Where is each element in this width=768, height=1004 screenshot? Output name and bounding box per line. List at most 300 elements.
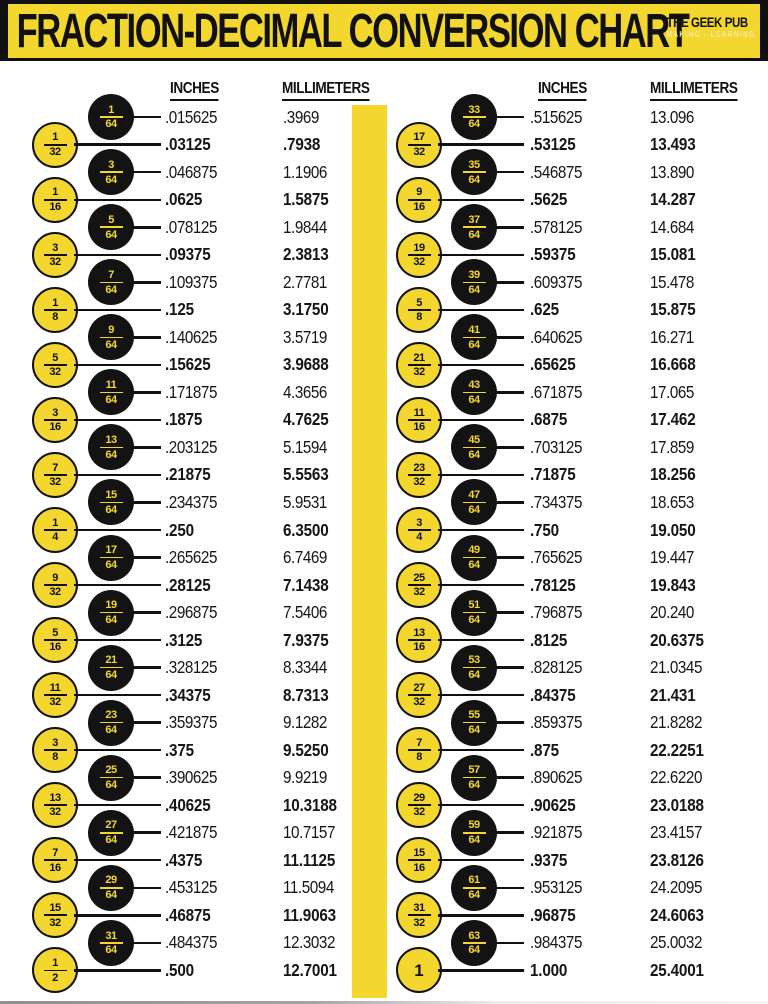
millimeters-value: 15.478	[650, 271, 694, 292]
fraction-badge	[88, 94, 134, 140]
fraction-denominator: 64	[105, 173, 117, 186]
millimeters-value: 7.1438	[283, 574, 329, 595]
fraction-badge	[32, 947, 78, 993]
inches-value: 1.000	[530, 959, 568, 980]
fraction-badge	[88, 865, 134, 911]
inches-value: .390625	[165, 767, 217, 788]
millimeters-value: 15.081	[650, 244, 696, 265]
fraction-numerator: 11	[105, 379, 117, 392]
fraction-denominator: 32	[413, 146, 425, 159]
fraction-denominator: 8	[52, 751, 58, 764]
millimeters-value: 4.7625	[283, 409, 329, 430]
millimeters-value: 7.5406	[283, 602, 327, 623]
connector-line	[131, 942, 161, 945]
inches-value: .265625	[165, 547, 217, 568]
connector-line	[438, 694, 524, 697]
millimeters-value: 22.2251	[650, 739, 704, 760]
fraction-denominator: 64	[105, 503, 117, 516]
fraction-numerator: 5	[52, 626, 58, 639]
millimeters-value: 20.240	[650, 602, 694, 623]
connector-line	[438, 529, 524, 532]
millimeters-value: 19.843	[650, 574, 696, 595]
fraction-numerator: 57	[468, 764, 480, 777]
fraction-denominator: 2	[52, 971, 58, 984]
fraction-denominator: 32	[49, 256, 61, 269]
fraction-numerator: 21	[413, 351, 425, 364]
millimeters-value: 24.2095	[650, 877, 702, 898]
fraction-denominator: 64	[105, 668, 117, 681]
fraction-denominator: 64	[468, 834, 480, 847]
connector-line	[494, 666, 524, 669]
fraction-denominator: 64	[105, 723, 117, 736]
fraction-denominator: 64	[105, 558, 117, 571]
inches-value: .109375	[165, 271, 217, 292]
fraction-denominator: 4	[52, 531, 58, 544]
fraction-denominator: 64	[105, 944, 117, 957]
fraction-badge	[451, 535, 497, 581]
millimeters-value: 1.5875	[283, 189, 329, 210]
millimeters-value: 23.8126	[650, 849, 704, 870]
fraction-badge	[32, 672, 78, 718]
connector-line	[438, 254, 524, 257]
millimeters-header-left: MILLIMETERS	[282, 80, 369, 101]
connector-line	[74, 199, 161, 202]
fraction-denominator: 64	[468, 283, 480, 296]
connector-line	[494, 942, 524, 945]
connector-line	[438, 199, 524, 202]
fraction-denominator: 8	[52, 311, 58, 324]
inches-value: .03125	[165, 134, 211, 155]
connector-line	[74, 694, 161, 697]
inches-value: .78125	[530, 574, 576, 595]
fraction-denominator: 64	[468, 338, 480, 351]
logo-tagline: MAKING - LEARNING	[667, 30, 756, 39]
fraction-badge	[32, 507, 78, 553]
inches-value: .734375	[530, 491, 582, 512]
fraction-badge	[32, 287, 78, 333]
millimeters-value: 18.256	[650, 464, 696, 485]
connector-line	[438, 804, 524, 807]
millimeters-value: 7.9375	[283, 629, 329, 650]
inches-value: .609375	[530, 271, 582, 292]
inches-value: .296875	[165, 602, 217, 623]
fraction-denominator: 32	[49, 586, 61, 599]
millimeters-value: 21.8282	[650, 712, 702, 733]
inches-value: .34375	[165, 684, 211, 705]
fraction-denominator: 16	[49, 201, 61, 214]
millimeters-value: 5.9531	[283, 491, 327, 512]
fraction-denominator: 16	[413, 421, 425, 434]
fraction-numerator: 25	[413, 571, 425, 584]
fraction-badge	[396, 947, 442, 993]
connector-line	[74, 529, 161, 532]
fraction-numerator: 17	[105, 544, 117, 557]
fraction-numerator: 17	[413, 131, 425, 144]
fraction-numerator: 63	[468, 929, 480, 942]
connector-line	[74, 639, 161, 642]
connector-line	[438, 419, 524, 422]
connector-line	[438, 309, 524, 312]
inches-value: .40625	[165, 794, 211, 815]
fraction-badge	[88, 149, 134, 195]
fraction-denominator: 32	[413, 366, 425, 379]
fraction-numerator: 59	[468, 819, 480, 832]
fraction-numerator: 5	[108, 213, 114, 226]
fraction-bar	[44, 859, 67, 861]
fraction-denominator: 16	[49, 641, 61, 654]
connector-line	[131, 171, 161, 174]
inches-value: .859375	[530, 712, 582, 733]
fraction-badge	[451, 149, 497, 195]
millimeters-value: 8.3344	[283, 657, 327, 678]
inches-value: .828125	[530, 657, 582, 678]
fraction-denominator: 64	[105, 834, 117, 847]
inches-value: .1875	[165, 409, 203, 430]
connector-line	[438, 364, 524, 367]
fraction-denominator: 64	[105, 393, 117, 406]
millimeters-value: 4.3656	[283, 381, 327, 402]
connector-line	[131, 887, 161, 890]
connector-line	[74, 584, 161, 587]
millimeters-value: 3.5719	[283, 326, 327, 347]
millimeters-value: 11.1125	[283, 849, 336, 870]
millimeters-value: 23.0188	[650, 794, 704, 815]
fraction-bar	[463, 447, 486, 449]
fraction-numerator: 21	[105, 654, 117, 667]
millimeters-value: 2.7781	[283, 271, 327, 292]
fraction-bar	[100, 392, 123, 394]
fraction-badge	[396, 562, 442, 608]
connector-line	[74, 309, 161, 312]
inches-value: .546875	[530, 161, 582, 182]
connector-line	[494, 721, 524, 724]
millimeters-value: 12.7001	[283, 959, 337, 980]
inches-value: .453125	[165, 877, 217, 898]
fraction-badge	[451, 94, 497, 140]
page-title-text: FRACTION-DECIMAL CONVERSION CHART	[17, 4, 689, 58]
fraction-numerator: 3	[52, 241, 58, 254]
fraction-numerator: 27	[105, 819, 117, 832]
fraction-numerator: 1	[108, 103, 114, 116]
inches-value: .203125	[165, 436, 217, 457]
inches-value: .125	[165, 299, 194, 320]
fraction-badge	[396, 617, 442, 663]
millimeters-value: .7938	[283, 134, 321, 155]
fraction-badge	[451, 700, 497, 746]
millimeters-value: 25.0032	[650, 932, 702, 953]
inches-value: .750	[530, 519, 559, 540]
fraction-numerator: 11	[49, 681, 61, 694]
fraction-numerator: 15	[49, 901, 61, 914]
fraction-numerator: 1	[52, 131, 58, 144]
inches-value: .515625	[530, 106, 582, 127]
center-divider-bar	[352, 105, 387, 998]
fraction-badge	[88, 810, 134, 856]
inches-value: .578125	[530, 216, 582, 237]
millimeters-value: 17.859	[650, 436, 694, 457]
inches-value: .796875	[530, 602, 582, 623]
fraction-denominator: 16	[49, 421, 61, 434]
connector-line	[74, 804, 161, 807]
millimeters-value: 13.890	[650, 161, 694, 182]
fraction-numerator: 5	[416, 296, 422, 309]
connector-line	[438, 639, 524, 642]
millimeters-value: .3969	[283, 106, 319, 127]
fraction-badge	[396, 837, 442, 883]
fraction-denominator: 32	[413, 476, 425, 489]
fraction-numerator: 5	[52, 351, 58, 364]
fraction-badge	[451, 479, 497, 525]
connector-line	[131, 776, 161, 779]
inches-value: .71875	[530, 464, 576, 485]
millimeters-value: 3.9688	[283, 354, 329, 375]
fraction-numerator: 47	[468, 489, 480, 502]
millimeters-value: 16.668	[650, 354, 696, 375]
fraction-badge	[451, 590, 497, 636]
inches-value: .15625	[165, 354, 211, 375]
millimeters-value: 18.653	[650, 491, 694, 512]
fraction-bar	[463, 282, 486, 284]
fraction-numerator: 27	[413, 681, 425, 694]
title-banner	[0, 0, 768, 61]
inches-header-left: INCHES	[170, 80, 219, 101]
connector-line	[74, 969, 161, 972]
fraction-denominator: 32	[413, 586, 425, 599]
inches-value: .421875	[165, 822, 217, 843]
fraction-numerator: 13	[49, 791, 61, 804]
fraction-numerator: 9	[108, 324, 114, 337]
inches-value: .328125	[165, 657, 217, 678]
fraction-denominator: 16	[413, 641, 425, 654]
fraction-bar	[44, 970, 67, 972]
fraction-badge	[88, 314, 134, 360]
fraction-badge	[32, 232, 78, 278]
inches-value: .4375	[165, 849, 203, 870]
fraction-denominator: 64	[468, 668, 480, 681]
fraction-denominator: 64	[468, 173, 480, 186]
fraction-badge	[88, 590, 134, 636]
millimeters-value: 14.287	[650, 189, 696, 210]
connector-line	[74, 143, 161, 146]
inches-value: .250	[165, 519, 194, 540]
fraction-badge	[32, 397, 78, 443]
fraction-denominator: 32	[413, 256, 425, 269]
connector-line	[494, 391, 524, 394]
fraction-numerator: 9	[416, 186, 422, 199]
fraction-badge	[88, 479, 134, 525]
fraction-numerator: 31	[413, 901, 425, 914]
connector-line	[494, 281, 524, 284]
millimeters-value: 12.3032	[283, 932, 335, 953]
connector-line	[131, 391, 161, 394]
connector-line	[74, 914, 161, 917]
fraction-denominator: 64	[105, 118, 117, 131]
inches-value: .703125	[530, 436, 582, 457]
fraction-badge	[396, 397, 442, 443]
fraction-badge	[32, 727, 78, 773]
fraction-numerator: 7	[52, 461, 58, 474]
fraction-denominator: 64	[105, 338, 117, 351]
inches-value: .078125	[165, 216, 217, 237]
fraction-denominator: 32	[49, 146, 61, 159]
fraction-badge	[451, 755, 497, 801]
inches-value: .59375	[530, 244, 576, 265]
fraction-denominator: 32	[49, 806, 61, 819]
fraction-denominator: 8	[416, 311, 422, 324]
fraction-numerator: 49	[468, 544, 480, 557]
inches-value: .625	[530, 299, 559, 320]
fraction-bar	[463, 226, 486, 228]
inches-value: .234375	[165, 491, 217, 512]
millimeters-value: 25.4001	[650, 959, 704, 980]
fraction-bar	[463, 392, 486, 394]
fraction-badge	[451, 314, 497, 360]
fraction-numerator: 23	[105, 709, 117, 722]
millimeters-value: 10.7157	[283, 822, 335, 843]
connector-line	[131, 116, 161, 119]
millimeters-value: 19.447	[650, 547, 694, 568]
inches-value: .0625	[165, 189, 203, 210]
millimeters-value: 17.065	[650, 381, 694, 402]
millimeters-value: 23.4157	[650, 822, 702, 843]
fraction-badge	[396, 342, 442, 388]
title-banner-background	[8, 4, 760, 58]
millimeters-value: 21.0345	[650, 657, 702, 678]
inches-value: .140625	[165, 326, 217, 347]
fraction-numerator: 33	[468, 103, 480, 116]
inches-value: .53125	[530, 134, 576, 155]
millimeters-value: 5.5563	[283, 464, 329, 485]
fraction-denominator: 32	[49, 696, 61, 709]
fraction-badge	[396, 452, 442, 498]
fraction-numerator: 35	[468, 158, 480, 171]
fraction-numerator: 53	[468, 654, 480, 667]
fraction-numerator: 1	[52, 957, 58, 970]
connector-line	[131, 611, 161, 614]
inches-value: .84375	[530, 684, 576, 705]
fraction-badge	[396, 232, 442, 278]
fraction-denominator: 64	[468, 558, 480, 571]
connector-line	[438, 143, 524, 146]
connector-line	[74, 419, 161, 422]
fraction-denominator: 64	[105, 778, 117, 791]
fraction-numerator: 29	[105, 874, 117, 887]
millimeters-value: 2.3813	[283, 244, 329, 265]
fraction-badge	[396, 177, 442, 223]
fraction-numerator: 25	[105, 764, 117, 777]
inches-value: .921875	[530, 822, 582, 843]
inches-value: .640625	[530, 326, 582, 347]
connector-line	[494, 226, 524, 229]
millimeters-value: 11.9063	[283, 904, 336, 925]
fraction-denominator: 8	[416, 751, 422, 764]
fraction-badge	[396, 122, 442, 168]
fraction-whole: 1	[414, 960, 424, 980]
millimeters-value: 1.1906	[283, 161, 327, 182]
inches-value: .359375	[165, 712, 217, 733]
millimeters-value: 1.9844	[283, 216, 327, 237]
millimeters-value: 6.7469	[283, 547, 327, 568]
fraction-numerator: 1	[52, 186, 58, 199]
connector-line	[74, 859, 161, 862]
fraction-denominator: 4	[416, 531, 422, 544]
fraction-numerator: 1	[52, 516, 58, 529]
fraction-denominator: 32	[49, 366, 61, 379]
fraction-denominator: 64	[105, 889, 117, 902]
fraction-denominator: 64	[468, 228, 480, 241]
page-title	[8, 4, 698, 58]
fraction-numerator: 7	[52, 846, 58, 859]
fraction-numerator: 37	[468, 213, 480, 226]
geek-pub-logo	[667, 15, 756, 40]
fraction-badge	[88, 645, 134, 691]
connector-line	[438, 969, 524, 972]
inches-value: .09375	[165, 244, 211, 265]
fraction-denominator: 64	[468, 889, 480, 902]
fraction-badge	[396, 287, 442, 333]
fraction-numerator: 19	[413, 241, 425, 254]
inches-value: .9375	[530, 849, 568, 870]
inches-value: .6875	[530, 409, 568, 430]
fraction-badge	[88, 259, 134, 305]
fraction-numerator: 15	[413, 846, 425, 859]
millimeters-value: 21.431	[650, 684, 696, 705]
fraction-badge	[88, 535, 134, 581]
connector-line	[494, 336, 524, 339]
inches-value: .015625	[165, 106, 217, 127]
inches-value: .46875	[165, 904, 211, 925]
inches-value: .875	[530, 739, 559, 760]
millimeters-value: 9.9219	[283, 767, 327, 788]
fraction-numerator: 29	[413, 791, 425, 804]
fraction-badge	[88, 204, 134, 250]
fraction-badge	[396, 727, 442, 773]
connector-line	[494, 556, 524, 559]
fraction-denominator: 16	[413, 861, 425, 874]
inches-value: .21875	[165, 464, 211, 485]
logo-name: THE GEEK PUB	[667, 14, 749, 30]
fraction-numerator: 7	[416, 736, 422, 749]
millimeters-value: 16.271	[650, 326, 694, 347]
inches-value: .953125	[530, 877, 582, 898]
fraction-denominator: 32	[49, 916, 61, 929]
fraction-numerator: 9	[52, 571, 58, 584]
inches-value: .375	[165, 739, 194, 760]
fraction-bar	[463, 337, 486, 339]
fraction-denominator: 64	[105, 228, 117, 241]
millimeters-value: 9.5250	[283, 739, 329, 760]
fraction-numerator: 11	[413, 406, 425, 419]
inches-value: .671875	[530, 381, 582, 402]
inches-header-right: INCHES	[538, 80, 587, 101]
connector-line	[438, 914, 524, 917]
connector-line	[438, 859, 524, 862]
fraction-badge	[451, 259, 497, 305]
fraction-denominator: 32	[413, 806, 425, 819]
fraction-bar	[100, 282, 123, 284]
fraction-numerator: 3	[416, 516, 422, 529]
fraction-denominator: 64	[468, 613, 480, 626]
connector-line	[494, 171, 524, 174]
inches-value: .765625	[530, 547, 582, 568]
fraction-badge	[451, 920, 497, 966]
inches-value: .171875	[165, 381, 217, 402]
millimeters-value: 8.7313	[283, 684, 329, 705]
fraction-numerator: 19	[105, 599, 117, 612]
fraction-numerator: 3	[52, 406, 58, 419]
inches-value: .984375	[530, 932, 582, 953]
inches-value: .3125	[165, 629, 203, 650]
